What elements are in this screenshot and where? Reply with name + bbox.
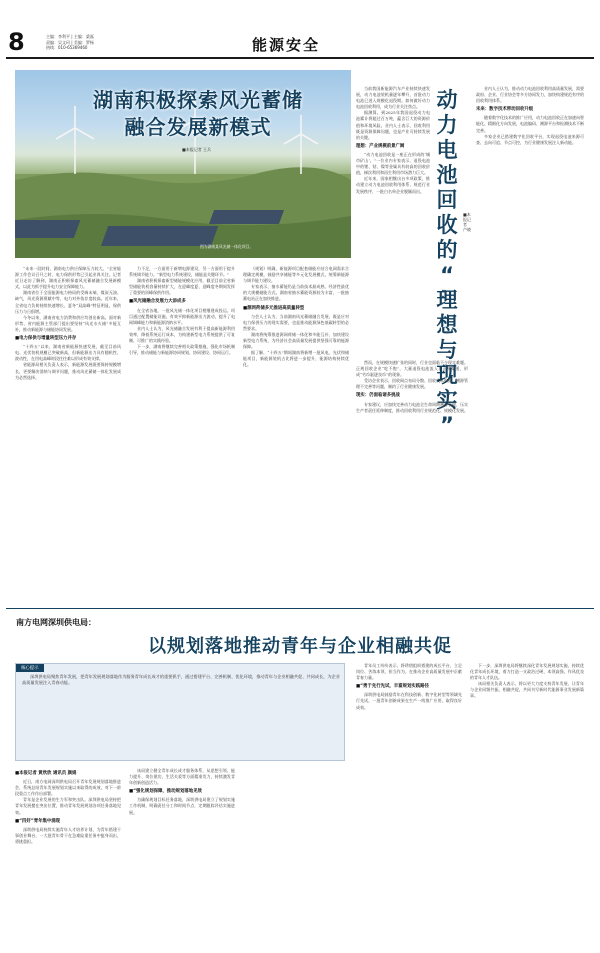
page-number: 8 [8,28,25,56]
paragraph: 与会人士认为，当前湖南风光蓄储融合发展，既是应对电力保供压力的现实需要，也是推动能源绿色低碳转型的必然要求。 [243,313,349,331]
paragraph: 该局建立健全青年成长成才服务体系，从思想引领、能力提升、岗位建功、生活关爱等方面精准发力，持续激发青年创新创造活力。 [129,768,235,786]
header-rule [6,57,594,59]
story-kicker: 南方电网深圳供电局： [16,618,96,627]
title-char: 现 [436,363,458,387]
paragraph: 下一步，湖南将继续完善相关政策措施，强化市场机制引导，推动储能与新能源协同规划、协同建设、协同运行。 [129,344,235,356]
subheading: ■“四好”青年集中涌现 [15,818,61,824]
paragraph: “动力电池回收是一座正在形成的‘城市矿山’。”一位业内专家表示，退役电池中的锂、钴、镍等金属具有较高的回收价值，梯次利用和再生利用市场潜力巨大。 [356,151,430,176]
title-char: 理 [436,288,458,312]
article1-column-1 [15,266,121,600]
title-char: ” [440,413,454,437]
title-char: 的 [436,238,458,262]
paragraph: 业内人士认为，风光储融合发展有利于提高新能源利用效率，降低系统运行成本，为构建新型电力系统提供了可复制、可推广的实践经验。 [129,325,235,344]
paragraph: 湖南省位于全国能源电力格局的受端末端，煤炭无油、缺气，风光资源禀赋中等，电力对外依存度较高。近年来，全省电力负荷持续快速增长，夏冬“双高峰”特征明显，保供压力与日俱增。 [15,290,121,314]
paragraph: 该局相关负责人表示，将以更大力度支持青年发展，让青年与企业同频共振、相融共促，共同书写新时代能源事业发展新篇章。 [470,681,584,699]
paragraph: 专家表示，抽水蓄能仍是当前技术最成熟、经济性最优的大规模储能方式。湖南省抽水蓄能资源较为丰富，一批抽蓄电站正在加快推进。 [243,284,349,302]
paragraph: 下一步，深圳供电局将继续深化青年发展规划实施，持续优化青年成长环境，着力打造一支政治过硬、本领高强、作风优良的青年人才队伍。 [470,663,584,681]
page-header [0,0,600,56]
editor-line: 热线：010-65369460 [46,45,88,50]
article1-column-3 [243,266,349,600]
subheading: 未来：数字技术带动回收升级 [476,107,534,113]
byline: ■本报记者 黄欣欣 通讯员 颜娟 [15,771,77,776]
title-char: 动 [436,88,458,112]
paragraph: 受访企业表示，回收网点布局分散、回收成本偏高、溯源管理不完善等问题，制约了行业健康发展。 [356,378,468,390]
paragraph: 省能源局相关负责人表示，新能源发展既要保持规模增长，更要解决消纳与调节问题，推动风光蓄储一体化发展成为必然选择。 [15,362,121,380]
summary-text: 深圳供电局聚焦青年发展，把青年发展规划落地作为服务青年成长成才的重要抓手，通过搭建平台、完善机制、优化环境，推动青年与企业相融共促、共同成长，为企业高质量发展注入青春动能。 [22,674,340,686]
title-char: 回 [436,188,458,212]
title-char: 电 [436,138,458,162]
paragraph: 据测算，到2025年我国退役动力电池累计将超过百万吨，蕴含巨大的资源价值和环境风险。业内人士表示，回收利用既是资源保障问题，也是产业可持续发展的关键。 [356,110,430,140]
editor-info [46,34,136,51]
headline-line-2: 融合发展新模式 [124,115,272,139]
editor-line: 主编：李利平 | 主编：梁磊 [46,34,94,39]
headline [58,87,338,141]
paragraph: 今冬以来，湖南省电力消费和供应均创出新高。面对新形势，省内能源主管部门提出要坚持“风光水火储”多能互补，推动新能源与储能协同发展。 [15,314,121,332]
title-char: 实 [436,388,458,412]
title-char: 力 [436,113,458,137]
paragraph: “十四五”以来，湖南省新能源快速发展，截至目前风电、光伏装机规模已突破新高，但新能源出力具有随机性、波动性，在用电高峰时段往往难以形成有效支撑。 [15,344,121,362]
subheading: ■“强化规划保障，推动规划落地见效 [129,789,202,795]
paragraph: 在全省各地，一批风光储一体化项目相继建成投运。项目通过配置储能设施，有效平抑新能源出力波动，提升了电网调峰能力和新能源消纳水平。 [129,307,235,325]
paragraph: 青年是企业发展的生力军和突击队。深圳供电局坚持把青年发展摆在突出位置，推动青年发展规划各项任务落地见效。 [15,797,121,815]
paragraph: 当前我国新能源汽车产业持续快速发展，动力电池装机量逐年攀升，首批动力电池已进入规模化退役期。如何做好动力电池回收利用，成为行业关注焦点。 [356,86,430,110]
paragraph: 力不足，一方面用于新增电源建设，另一方面用于提升系统调节能力。“新型电力系统建设，储能是关键环节。” [129,266,235,278]
article2-column-3 [476,86,584,600]
subheading: ■风光储融合发展力大添成多 [129,299,186,305]
paragraph: 随着数字化技术的推广应用，动力电池回收正在加速向智能化、精细化方向发展，电池编码、溯源平台和检测技术不断完善。 [476,115,584,133]
paragraph: 近年来，国家相继出台多项政策，推动建立动力电池回收利用体系，规范行业发展秩序，一批白名单企业脱颖而出。 [356,176,430,194]
section-name: 能源安全 [252,36,321,54]
subheading: ■“勇于先行先试，丰富规划实践路径 [356,684,429,690]
paragraph: 深圳供电局持续实施青年人才培养计划，为青年搭建干事创业舞台，一大批青年骨干在急难险重任务中挺身而出、勇挑重担。 [15,826,121,844]
article1-column-2 [129,266,235,600]
story2-column-3 [356,663,462,948]
article2-column-2 [356,360,468,600]
summary-box [15,663,345,761]
subheading: ■电力保供与增量转型压力并存 [15,336,77,342]
subheading: 理想：产业规模前景广阔 [356,143,405,149]
paragraph: 为确保规划目标任务落地，深圳供电局建立了规划实施工作机制，明确责任分工和时间节点，定期跟踪评估实施进展。 [129,797,235,815]
paragraph: 然而，在规模快速扩张的同时，行业也面临不少现实难题。正规回收企业“吃不饱”，大量退役电池流入非正规渠道，形成“劣币驱逐良币”的现象。 [356,360,468,378]
subheading: 现实：仍面临诸多挑战 [356,393,400,399]
subheading: ■源网荷储多元推进高质量转型 [243,305,305,311]
paragraph: 湖南将统筹推进源网荷储一体化和多能互补，加快建设新型电力系统，为经济社会高质量发展提供坚强可靠的能源保障。 [243,331,349,350]
paragraph: 近日，南方电网深圳供电局召开青年发展规划落地推进会，系统总结青年发展规划实施以来取得的成效，对下一阶段重点工作作出部署。 [15,779,121,797]
story2-column-4 [470,663,584,948]
headline-line-1: 湖南积极探索风光蓄储 [93,88,303,112]
paragraph: 据了解，“十四五”期间湖南将新增一批风电、光伏和储能项目，新能源装机占比将进一步提升，能源结构持续优化。 [243,350,349,368]
paragraph: 多家企业已搭建数字化回收平台，实现退役电池来源可查、去向可追、节点可控，为行业健康发展注入新动能。 [476,133,584,145]
headline-byline: ■本报记者 王兵 [182,147,212,152]
title-char: 想 [436,313,458,337]
title-char: 与 [436,338,458,362]
story2-column-2 [129,768,235,948]
story-title: 以规划落地推动青年与企业相融共促 [148,636,452,657]
paragraph: 《规划》明确，新能源项目配套储能应结合电网需求合理确定规模，鼓励共享储能等多元化发展模式，统筹新能源与调节能力建设。 [243,266,349,284]
title-char: 收 [436,213,458,237]
summary-tag: 核心提示 [16,664,44,672]
paragraph: 专家建议，应加快完善动力电池全生命周期溯源管理，压实生产者责任延伸制度，推动回收利用行业规范化、规模化发展。 [356,401,468,413]
paragraph: 业内人士认为，推动动力电池回收利用高质量发展，需要政府、企业、行业协会等多方协同发力，加快构建规范有序的回收利用体系。 [476,86,584,104]
paragraph: 深圳供电局鼓励青年在科技创新、数字化转型等领域先行先试，一批青年创新成果在生产一线推广应用，取得良好成效。 [356,692,462,710]
editor-line: 责编：吴文珂 | 美编：罗杨 [46,39,94,45]
story2-column-1 [15,768,121,948]
paragraph: 青年员工纷纷表示，将珍惜组织搭建的成长平台，立足岗位、苦练本领、担当作为，在推动企业高质量发展中贡献青春力量。 [356,663,462,681]
photo-caption: 图为湖南某风光储一体化项目。 [200,244,254,249]
section-divider [6,608,594,609]
paragraph: “未来一段时间，湖南电力供应保障压力较大。”全省能源工作会议召开之时，电力保供形势已引起业界关注。记者近日走访了解到，湖南正积极探索风光蓄储融合发展新模式，以此为抓手提升电力安全保障能力。 [15,266,121,290]
battery-article-byline: ■本报记者 卢晓 [463,212,471,232]
paragraph: 湖南省积极探索新型储能规模化应用，截至目前全省新型储能装机容量持续扩大，在迎峰度夏、迎峰度冬期间发挥了重要的顶峰保供作用。 [129,278,235,296]
title-char: 池 [436,163,458,187]
title-char: “ [440,263,454,287]
